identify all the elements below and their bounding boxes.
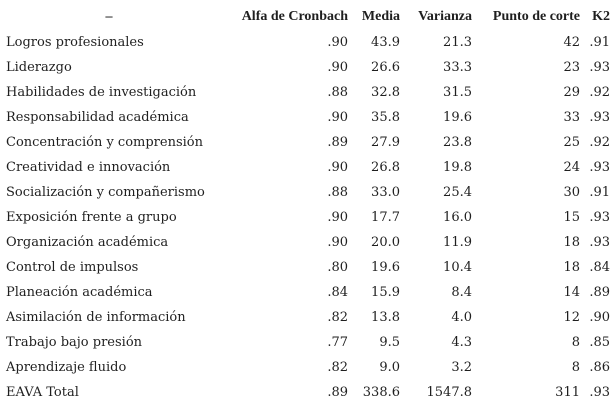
table-row [0, 30, 611, 55]
header-name: – [105, 9, 113, 24]
table-row [0, 205, 611, 230]
cell-punto: 25 [563, 135, 580, 150]
cell-varianza: 4.3 [451, 335, 472, 350]
table-row [0, 330, 611, 355]
cell-k2: .85 [589, 335, 610, 350]
table-body [0, 30, 611, 405]
cell-alfa: .82 [327, 310, 348, 325]
cell-media: 26.6 [371, 60, 400, 75]
cell-varianza: 8.4 [451, 285, 472, 300]
cell-alfa: .89 [327, 385, 348, 400]
cell-punto: 14 [563, 285, 580, 300]
header-alfa: Alfa de Cronbach [241, 9, 348, 24]
cell-alfa: .88 [327, 185, 348, 200]
cell-alfa: .82 [327, 360, 348, 375]
cell-media: 9.0 [379, 360, 400, 375]
cell-k2: .84 [589, 260, 610, 275]
cell-alfa: .90 [327, 35, 348, 50]
header-punto: Punto de corte [492, 9, 580, 24]
cell-punto: 24 [563, 160, 580, 175]
cell-alfa: .90 [327, 210, 348, 225]
table-row [0, 105, 611, 130]
cell-k2: .91 [589, 185, 610, 200]
reliability-table [0, 4, 611, 405]
cell-alfa: .90 [327, 235, 348, 250]
cell-media: 35.8 [371, 110, 400, 125]
cell-k2: .93 [589, 235, 610, 250]
cell-name: Aprendizaje fluido [6, 360, 127, 375]
cell-media: 15.9 [371, 285, 400, 300]
cell-name: Concentración y comprensión [6, 135, 203, 150]
table-row [0, 130, 611, 155]
cell-name: Logros profesionales [6, 35, 144, 50]
cell-media: 27.9 [371, 135, 400, 150]
cell-alfa: .90 [327, 60, 348, 75]
cell-varianza: 19.8 [443, 160, 472, 175]
cell-name: Liderazgo [6, 60, 72, 75]
cell-varianza: 4.0 [451, 310, 472, 325]
cell-punto: 30 [563, 185, 580, 200]
cell-media: 338.6 [362, 385, 400, 400]
cell-name: EAVA Total [6, 385, 79, 400]
cell-varianza: 33.3 [443, 60, 472, 75]
cell-varianza: 31.5 [443, 85, 472, 100]
cell-k2: .93 [589, 110, 610, 125]
cell-alfa: .88 [327, 85, 348, 100]
cell-k2: .93 [589, 385, 610, 400]
cell-punto: 18 [563, 235, 580, 250]
cell-name: Creatividad e innovación [6, 160, 171, 175]
cell-media: 26.8 [371, 160, 400, 175]
cell-k2: .89 [589, 285, 610, 300]
cell-alfa: .90 [327, 110, 348, 125]
cell-varianza: 23.8 [443, 135, 472, 150]
cell-punto: 42 [563, 35, 580, 50]
cell-k2: .93 [589, 60, 610, 75]
cell-media: 33.0 [371, 185, 400, 200]
table-header [0, 4, 611, 30]
cell-varianza: 10.4 [443, 260, 472, 275]
table-row [0, 230, 611, 255]
cell-punto: 15 [563, 210, 580, 225]
cell-alfa: .84 [327, 285, 348, 300]
cell-punto: 29 [563, 85, 580, 100]
header-varianza: Varianza [418, 9, 472, 24]
cell-name: Exposición frente a grupo [6, 210, 177, 225]
cell-k2: .90 [589, 310, 610, 325]
table-row-total [0, 380, 611, 405]
cell-k2: .93 [589, 160, 610, 175]
cell-punto: 33 [563, 110, 580, 125]
header-media: Media [361, 9, 400, 24]
cell-punto: 8 [571, 360, 580, 375]
cell-name: Habilidades de investigación [6, 85, 197, 100]
cell-media: 43.9 [371, 35, 400, 50]
cell-media: 13.8 [371, 310, 400, 325]
cell-alfa: .80 [327, 260, 348, 275]
cell-name: Socialización y compañerismo [6, 185, 205, 200]
cell-alfa: .77 [327, 335, 348, 350]
cell-varianza: 1547.8 [426, 385, 472, 400]
cell-punto: 8 [571, 335, 580, 350]
cell-punto: 23 [563, 60, 580, 75]
cell-k2: .92 [589, 85, 610, 100]
cell-alfa: .89 [327, 135, 348, 150]
table-row [0, 255, 611, 280]
table-row [0, 155, 611, 180]
cell-varianza: 19.6 [443, 110, 472, 125]
table-row [0, 55, 611, 80]
table-row [0, 280, 611, 305]
table-row [0, 180, 611, 205]
table-row [0, 305, 611, 330]
cell-varianza: 3.2 [451, 360, 472, 375]
cell-media: 17.7 [371, 210, 400, 225]
cell-varianza: 21.3 [443, 35, 472, 50]
cell-media: 9.5 [379, 335, 400, 350]
cell-varianza: 16.0 [443, 210, 472, 225]
cell-punto: 18 [563, 260, 580, 275]
header-row [0, 4, 611, 30]
cell-punto: 311 [555, 385, 580, 400]
table-row [0, 80, 611, 105]
cell-name: Trabajo bajo presión [6, 335, 143, 350]
cell-name: Organización académica [6, 235, 169, 250]
cell-media: 32.8 [371, 85, 400, 100]
cell-k2: .91 [589, 35, 610, 50]
cell-name: Asimilación de información [6, 310, 186, 325]
cell-k2: .92 [589, 135, 610, 150]
cell-name: Control de impulsos [6, 260, 139, 275]
cell-k2: .93 [589, 210, 610, 225]
cell-k2: .86 [589, 360, 610, 375]
header-k2: K2 [592, 9, 610, 24]
cell-media: 20.0 [371, 235, 400, 250]
cell-media: 19.6 [371, 260, 400, 275]
table-row [0, 355, 611, 380]
cell-varianza: 25.4 [443, 185, 472, 200]
cell-name: Planeación académica [6, 285, 153, 300]
cell-name: Responsabilidad académica [6, 110, 189, 125]
cell-alfa: .90 [327, 160, 348, 175]
cell-varianza: 11.9 [443, 235, 472, 250]
cell-punto: 12 [563, 310, 580, 325]
